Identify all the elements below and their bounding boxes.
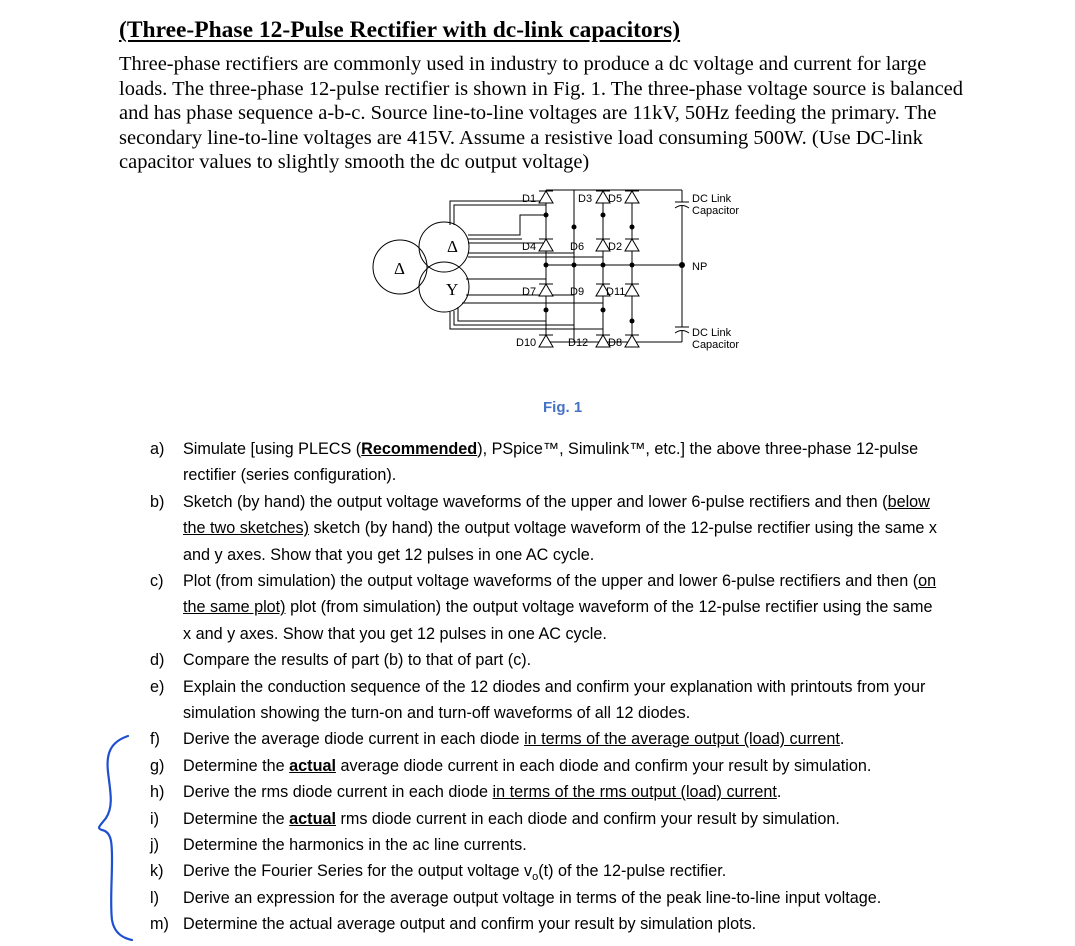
question-text: on	[918, 572, 937, 590]
diode-d7	[539, 284, 553, 296]
question-text: Derive the rms diode current in each diode	[183, 783, 493, 802]
question-text: x and y axes. Show that you get 12 pulses in one AC cycle.	[183, 624, 607, 643]
diode-label: D2	[608, 241, 623, 253]
question-line	[183, 678, 925, 697]
question-line	[183, 810, 840, 829]
question-label: e)	[150, 677, 165, 696]
diode-label: D7	[522, 286, 537, 298]
junction-dot	[572, 225, 577, 230]
diode-d2	[625, 239, 639, 251]
intro-paragraph	[119, 52, 1019, 175]
question-line	[183, 493, 930, 512]
dc-link-bottom-label-2: Capacitor	[692, 339, 740, 351]
question-line	[183, 440, 918, 459]
rectifier-circuit-diagram	[370, 175, 770, 385]
diode-d5	[625, 191, 639, 203]
diode-label: D3	[578, 193, 593, 205]
diode-label: D11	[606, 286, 626, 298]
question-text: and y axes. Show that you get 12 pulses in one AC cycle.	[183, 545, 595, 564]
question-text: Determine the actual average output and confirm your result by simulation plots.	[183, 915, 757, 934]
diode-d8	[625, 335, 639, 347]
dc-link-bottom-label-1: DC Link	[692, 327, 732, 339]
question-line	[183, 572, 936, 591]
question-text: .	[839, 730, 845, 749]
question-text: the two sketches)	[183, 519, 309, 538]
dc-link-top-label-1: DC Link	[692, 193, 732, 205]
diode-label: D5	[608, 193, 623, 205]
handwritten-brace-mark	[90, 732, 140, 942]
question-text: actual	[289, 809, 336, 828]
intro-line: secondary line-to-line voltages are 415V. Assume a resistive load consuming 500W. (Use DC-link	[119, 126, 923, 149]
question-line	[183, 546, 594, 565]
question-line	[183, 651, 531, 670]
diode-label: D12	[568, 337, 589, 349]
question-label: h)	[150, 783, 165, 802]
question-text: Determine the harmonics in the ac line currents.	[183, 836, 527, 854]
question-text: rectifier (series configuration).	[183, 466, 397, 485]
diode-label: D4	[522, 241, 537, 253]
junction-dot	[601, 308, 606, 313]
question-label: m)	[150, 915, 169, 934]
question-text: Compare the results of part (b) to that of part (c).	[183, 651, 532, 670]
question-text: Determine the	[183, 809, 290, 828]
question-text: Explain the conduction sequence of the 12 diodes and confirm your explanation with printouts from your	[183, 677, 926, 696]
question-line	[183, 598, 933, 617]
diode-d11	[625, 284, 639, 296]
diode-d10	[539, 335, 553, 347]
question-text: sketch (by hand) the output voltage waveform of the 12-pulse rectifier using the same x	[308, 519, 938, 538]
question-text: Derive the Fourier Series for the output voltage v	[183, 862, 533, 881]
junction-dot	[630, 319, 635, 324]
question-text: Recommended	[361, 440, 478, 458]
junction-dot	[544, 308, 549, 313]
document-title: (Three-Phase 12-Pulse Rectifier with dc-link capacitors)	[119, 17, 681, 43]
question-label: f)	[150, 730, 160, 749]
diode-label: D8	[608, 337, 623, 349]
question-text: Plot (from simulation) the output voltage waveforms of the upper and lower 6-pulse rectifiers and then (	[183, 572, 919, 590]
question-label: a)	[150, 440, 165, 458]
diode-label: D1	[522, 193, 537, 205]
junction-dot	[601, 263, 606, 268]
secondary-wye-symbol: Y	[446, 280, 459, 299]
junction-dot	[630, 263, 635, 268]
secondary-upper-winding-circle	[419, 222, 469, 272]
intro-line: loads. The three-phase 12-pulse rectifier is shown in Fig. 1. The three-phase voltage source is balanced	[119, 77, 964, 100]
np-label: NP	[692, 261, 708, 273]
question-label: c)	[150, 572, 164, 590]
question-label: k)	[150, 862, 164, 881]
diode-label: D9	[570, 286, 585, 298]
question-text: ), PSpice™, Simulink™, etc.] the above three-phase 12-pulse	[477, 440, 919, 458]
question-text: average diode current in each diode and confirm your result by simulation.	[335, 756, 872, 775]
question-text: simulation showing the turn-on and turn-off waveforms of all 12 diodes.	[183, 703, 691, 722]
junction-dot	[544, 263, 549, 268]
question-line	[183, 704, 690, 723]
dc-link-top-label-2: Capacitor	[692, 205, 740, 217]
junction-dot	[544, 213, 549, 218]
secondary-delta-symbol: Δ	[447, 237, 458, 256]
diode-d4	[539, 239, 553, 251]
intro-line: Three-phase rectifiers are commonly used in industry to produce a dc voltage and current for large	[119, 53, 927, 75]
question-text: .	[776, 783, 782, 802]
question-line	[183, 625, 607, 644]
question-line	[183, 757, 871, 776]
question-text: o	[532, 871, 539, 884]
question-line	[183, 836, 527, 855]
question-line	[183, 519, 937, 538]
question-line	[183, 783, 781, 802]
question-line	[183, 862, 726, 883]
question-text: Derive an expression for the average output voltage in terms of the peak line-to-line input voltage.	[183, 888, 882, 907]
junction-dot	[679, 262, 685, 268]
secondary-lower-winding-circle	[419, 262, 469, 312]
question-text: Derive the average diode current in each diode	[183, 730, 525, 749]
question-text: (t) of the 12-pulse rectifier.	[538, 862, 727, 881]
diode-label: D6	[570, 241, 585, 253]
question-text: Determine the	[183, 756, 290, 775]
diode-label: D10	[516, 337, 537, 349]
question-label: d)	[150, 651, 165, 670]
junction-dot	[572, 263, 577, 268]
question-text: below	[887, 492, 930, 511]
question-line	[183, 466, 396, 485]
question-label: l)	[150, 888, 159, 907]
question-text: the same plot)	[183, 598, 286, 617]
junction-dot	[601, 213, 606, 218]
question-text: Simulate [using PLECS (	[183, 440, 362, 458]
question-label: j)	[150, 836, 159, 854]
question-text: actual	[289, 756, 336, 775]
question-label: g)	[150, 756, 165, 775]
question-label: b)	[150, 492, 165, 511]
question-line	[183, 730, 844, 749]
question-text: in terms of the rms output (load) current	[492, 783, 777, 802]
question-label: i)	[150, 809, 159, 828]
intro-line: and has phase sequence a-b-c. Source line-to-line voltages are 11kV, 50Hz feeding the primary. The	[119, 102, 937, 125]
intro-line: capacitor values to slightly smooth the dc output voltage)	[119, 151, 590, 174]
junction-dot	[630, 225, 635, 230]
question-text: plot (from simulation) the output voltage waveform of the 12-pulse rectifier using the same	[285, 598, 933, 617]
question-text: in terms of the average output (load) current	[524, 730, 840, 749]
primary-delta-symbol: Δ	[394, 259, 405, 278]
figure-caption: Fig. 1	[543, 399, 583, 416]
question-line	[183, 889, 881, 908]
question-line	[183, 915, 756, 934]
question-text: rms diode current in each diode and confirm your result by simulation.	[335, 809, 840, 828]
question-text: Sketch (by hand) the output voltage waveforms of the upper and lower 6-pulse rectifiers and then (	[183, 492, 888, 511]
diode-d1	[539, 191, 553, 203]
